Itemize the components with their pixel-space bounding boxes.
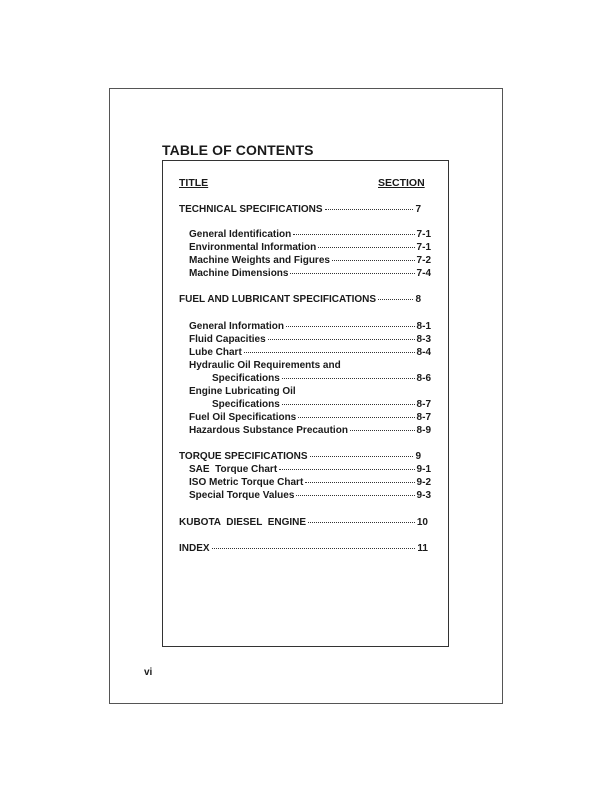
toc-entry-section: 8-4 bbox=[416, 347, 431, 358]
leader-dots bbox=[279, 469, 414, 470]
toc-entry-section: 8-1 bbox=[416, 321, 431, 332]
leader-dots bbox=[318, 247, 414, 248]
toc-entry-section: 9-2 bbox=[416, 477, 431, 488]
toc-entry-label: Environmental Information bbox=[189, 242, 317, 253]
toc-entry-section: 8 bbox=[415, 294, 421, 305]
toc-entry-label: General Information bbox=[189, 321, 285, 332]
toc-entry-label: TORQUE SPECIFICATIONS bbox=[179, 451, 308, 462]
toc-entry-section: 7-4 bbox=[416, 268, 431, 279]
toc-entry-section: 8-7 bbox=[416, 399, 431, 410]
toc-entry-section: 7-1 bbox=[416, 229, 431, 240]
toc-entry-label: TECHNICAL SPECIFICATIONS bbox=[179, 204, 323, 215]
toc-entry-label: Hazardous Substance Precaution bbox=[189, 425, 348, 436]
toc-entry-fluid-capacities[interactable] bbox=[189, 333, 431, 346]
toc-entry-label: FUEL AND LUBRICANT SPECIFICATIONS bbox=[179, 294, 377, 305]
leader-dots bbox=[244, 352, 415, 353]
toc-entry-sae-torque-chart[interactable] bbox=[189, 463, 431, 476]
leader-dots bbox=[290, 273, 414, 274]
leader-dots bbox=[325, 209, 414, 210]
leader-dots bbox=[296, 495, 414, 496]
toc-entry-section: 9-3 bbox=[416, 490, 431, 501]
toc-entry-lube-chart[interactable] bbox=[189, 346, 431, 359]
section-column-header: SECTION bbox=[378, 177, 425, 189]
toc-entry-label: Specifications bbox=[212, 373, 280, 384]
toc-entry-general-information[interactable] bbox=[189, 320, 431, 333]
toc-entry-torque-specifications[interactable] bbox=[179, 450, 421, 463]
toc-entry-section: 8-7 bbox=[416, 412, 431, 423]
leader-dots bbox=[286, 326, 415, 327]
toc-entry-hydraulic-oil-specifications[interactable] bbox=[212, 372, 431, 385]
leader-dots bbox=[293, 234, 414, 235]
toc-entry-hydraulic-oil-line1[interactable] bbox=[189, 359, 431, 372]
toc-entry-machine-weights[interactable] bbox=[189, 254, 431, 267]
toc-entry-label: ISO Metric Torque Chart bbox=[189, 477, 304, 488]
toc-entry-label: Special Torque Values bbox=[189, 490, 295, 501]
toc-entry-kubota-diesel-engine[interactable] bbox=[179, 516, 428, 529]
leader-dots bbox=[282, 404, 415, 405]
leader-dots bbox=[332, 260, 415, 261]
toc-entry-engine-oil-specifications[interactable] bbox=[212, 398, 431, 411]
toc-entry-label: Fuel Oil Specifications bbox=[189, 412, 297, 423]
leader-dots bbox=[308, 522, 415, 523]
leader-dots bbox=[282, 378, 415, 379]
toc-entry-index[interactable] bbox=[179, 542, 428, 555]
toc-entry-technical-specifications[interactable] bbox=[179, 203, 421, 216]
title-column-header: TITLE bbox=[179, 177, 209, 189]
toc-entry-section: 9-1 bbox=[416, 464, 431, 475]
toc-entry-section: 8-3 bbox=[416, 334, 431, 345]
leader-dots bbox=[305, 482, 414, 483]
toc-entry-machine-dimensions[interactable] bbox=[189, 267, 431, 280]
toc-entry-label: KUBOTA DIESEL ENGINE bbox=[179, 517, 307, 528]
leader-dots bbox=[310, 456, 414, 457]
toc-entry-label: Lube Chart bbox=[189, 347, 242, 358]
toc-entry-label: Engine Lubricating Oil bbox=[189, 386, 296, 397]
toc-entry-section: 7-2 bbox=[416, 255, 431, 266]
toc-entry-label: Specifications bbox=[212, 399, 280, 410]
toc-entry-environmental-information[interactable] bbox=[189, 241, 431, 254]
leader-dots bbox=[298, 417, 414, 418]
toc-entry-label: INDEX bbox=[179, 543, 210, 554]
toc-entry-section: 10 bbox=[416, 517, 428, 528]
toc-entry-engine-oil-line1[interactable] bbox=[189, 385, 431, 398]
toc-entry-label: General Identification bbox=[189, 229, 292, 240]
toc-entry-label: Fluid Capacities bbox=[189, 334, 266, 345]
toc-entry-section: 7 bbox=[415, 204, 421, 215]
toc-entry-section: 7-1 bbox=[416, 242, 431, 253]
toc-entry-special-torque-values[interactable] bbox=[189, 489, 431, 502]
toc-entry-section: 8-9 bbox=[416, 425, 431, 436]
toc-heading: TABLE OF CONTENTS bbox=[162, 142, 314, 158]
toc-entry-general-identification[interactable] bbox=[189, 228, 431, 241]
toc-entry-section: 11 bbox=[417, 543, 428, 554]
toc-entry-section: 8-6 bbox=[416, 373, 431, 384]
toc-entry-hazardous-substance[interactable] bbox=[189, 424, 431, 437]
page-number: vi bbox=[144, 667, 153, 678]
toc-entry-fuel-lubricant-specifications[interactable] bbox=[179, 293, 421, 306]
toc-entry-section: 9 bbox=[415, 451, 421, 462]
toc-entry-label: SAE Torque Chart bbox=[189, 464, 278, 475]
toc-entry-label: Hydraulic Oil Requirements and bbox=[189, 360, 341, 371]
leader-dots bbox=[268, 339, 415, 340]
leader-dots bbox=[212, 548, 416, 549]
toc-entry-label: Machine Weights and Figures bbox=[189, 255, 330, 266]
leader-dots bbox=[350, 430, 415, 431]
toc-entry-label: Machine Dimensions bbox=[189, 268, 289, 279]
toc-entry-iso-metric-torque-chart[interactable] bbox=[189, 476, 431, 489]
leader-dots bbox=[378, 299, 413, 300]
toc-entry-fuel-oil-specifications[interactable] bbox=[189, 411, 431, 424]
